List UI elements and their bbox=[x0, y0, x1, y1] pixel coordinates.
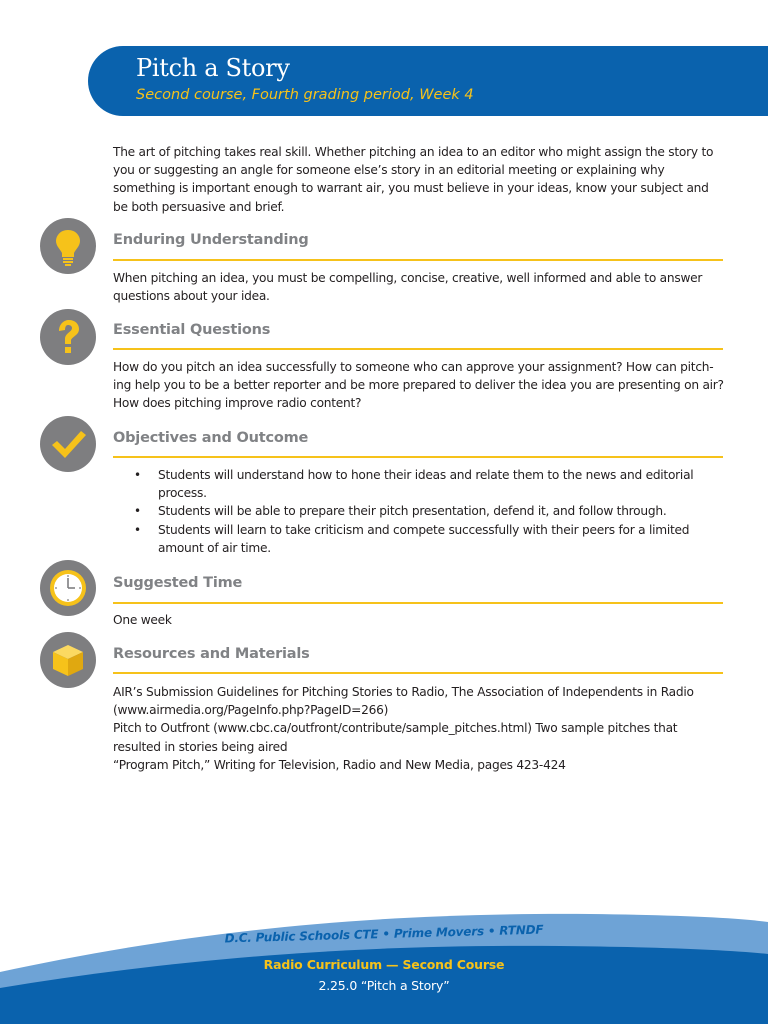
enduring-understanding-rule bbox=[113, 259, 723, 261]
essential-questions-heading: Essential Questions bbox=[113, 322, 271, 338]
page-subtitle: Second course, Fourth grading period, Week 4 bbox=[136, 87, 474, 103]
lightbulb-icon bbox=[40, 218, 96, 274]
suggested-time-text: One week bbox=[113, 613, 172, 627]
page-title: Pitch a Story bbox=[136, 54, 290, 82]
suggested-time-rule bbox=[113, 602, 723, 604]
list-item: “Program Pitch,” Writing for Television, Radio and New Media, pages 423-424 bbox=[113, 757, 566, 772]
footer-course-title: Radio Curriculum — Second Course bbox=[263, 957, 505, 972]
footer-lesson-title: 2.25.0 “Pitch a Story” bbox=[318, 978, 450, 993]
clock-icon bbox=[40, 560, 96, 616]
resources-rule bbox=[113, 672, 723, 674]
list-item: AIR’s Submission Guidelines for Pitching Stories to Radio, The Association of Independents in Radio (www.airmedia.org/PageInfo.php?PageID=266) bbox=[113, 685, 694, 718]
resources-list bbox=[113, 683, 725, 774]
essential-questions-rule bbox=[113, 348, 723, 350]
checkmark-icon bbox=[40, 416, 96, 472]
enduring-understanding-heading: Enduring Understanding bbox=[113, 232, 309, 248]
resources-heading: Resources and Materials bbox=[113, 646, 310, 662]
enduring-understanding-text: When pitching an idea, you must be compelling, concise, creative, well informed and able to answer questions about your idea. bbox=[113, 271, 703, 304]
list-item: • Students will understand how to hone their ideas and relate them to the news and editorial process. bbox=[113, 466, 725, 502]
question-mark-icon bbox=[40, 309, 96, 365]
objectives-rule bbox=[113, 456, 723, 458]
objectives-heading: Objectives and Outcome bbox=[113, 430, 309, 446]
list-item: • Students will be able to prepare their pitch presentation, defend it, and follow through. bbox=[113, 502, 725, 520]
list-item: Pitch to Outfront (www.cbc.ca/outfront/contribute/sample_pitches.html) Two sample pitches that resulted in stories being aired bbox=[113, 721, 678, 754]
essential-questions-text: How do you pitch an idea successfully to someone who can approve your assignment? How can pitch-ing help you to be a better reporter and be more prepared to deliver the idea you are presenting on air? How does pitching improve radio content? bbox=[113, 360, 724, 411]
cube-icon bbox=[40, 632, 96, 688]
objectives-list bbox=[113, 466, 725, 557]
suggested-time-heading: Suggested Time bbox=[113, 575, 243, 591]
intro-paragraph: The art of pitching takes real skill. Whether pitching an idea to an editor who might assign the story to you or suggesting an angle for someone else’s story in an editorial meeting or explaining why something is important enough to warrant air, you must believe in your ideas, know your subject and be both persuasive and brief. bbox=[113, 145, 714, 214]
list-item: • Students will learn to take criticism and compete successfully with their peers for a limited amount of air time. bbox=[113, 521, 725, 557]
footer-organizations: D.C. Public Schools CTE • Prime Movers • RTNDF bbox=[224, 922, 544, 946]
